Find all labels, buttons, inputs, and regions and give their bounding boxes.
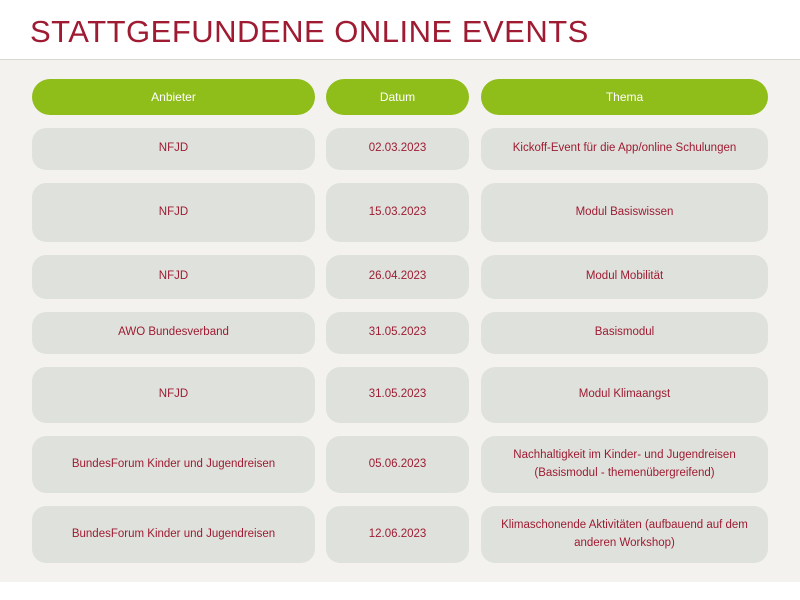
cell-thema: Nachhaltigkeit im Kinder- und Jugendreisen (Basismodul - themenübergreifend) (481, 436, 768, 493)
cell-anbieter: BundesForum Kinder und Jugendreisen (32, 506, 315, 563)
cell-datum: 31.05.2023 (326, 367, 469, 423)
cell-datum: 15.03.2023 (326, 183, 469, 242)
column-header-anbieter: Anbieter (32, 79, 315, 115)
cell-datum: 05.06.2023 (326, 436, 469, 493)
page-title: STATTGEFUNDENE ONLINE EVENTS (30, 14, 589, 49)
cell-anbieter: NFJD (32, 128, 315, 170)
cell-datum: 02.03.2023 (326, 128, 469, 170)
cell-anbieter: AWO Bundesverband (32, 312, 315, 354)
cell-datum: 12.06.2023 (326, 506, 469, 563)
cell-thema: Klimaschonende Aktivitäten (aufbauend auf dem anderen Workshop) (481, 506, 768, 563)
column-header-datum: Datum (326, 79, 469, 115)
cell-anbieter: BundesForum Kinder und Jugendreisen (32, 436, 315, 493)
cell-anbieter: NFJD (32, 367, 315, 423)
cell-anbieter: NFJD (32, 255, 315, 299)
cell-thema: Modul Klimaangst (481, 367, 768, 423)
cell-anbieter: NFJD (32, 183, 315, 242)
cell-thema: Modul Mobilität (481, 255, 768, 299)
cell-thema: Modul Basiswissen (481, 183, 768, 242)
cell-datum: 31.05.2023 (326, 312, 469, 354)
cell-thema: Basismodul (481, 312, 768, 354)
cell-datum: 26.04.2023 (326, 255, 469, 299)
cell-thema: Kickoff-Event für die App/online Schulungen (481, 128, 768, 170)
column-header-thema: Thema (481, 79, 768, 115)
